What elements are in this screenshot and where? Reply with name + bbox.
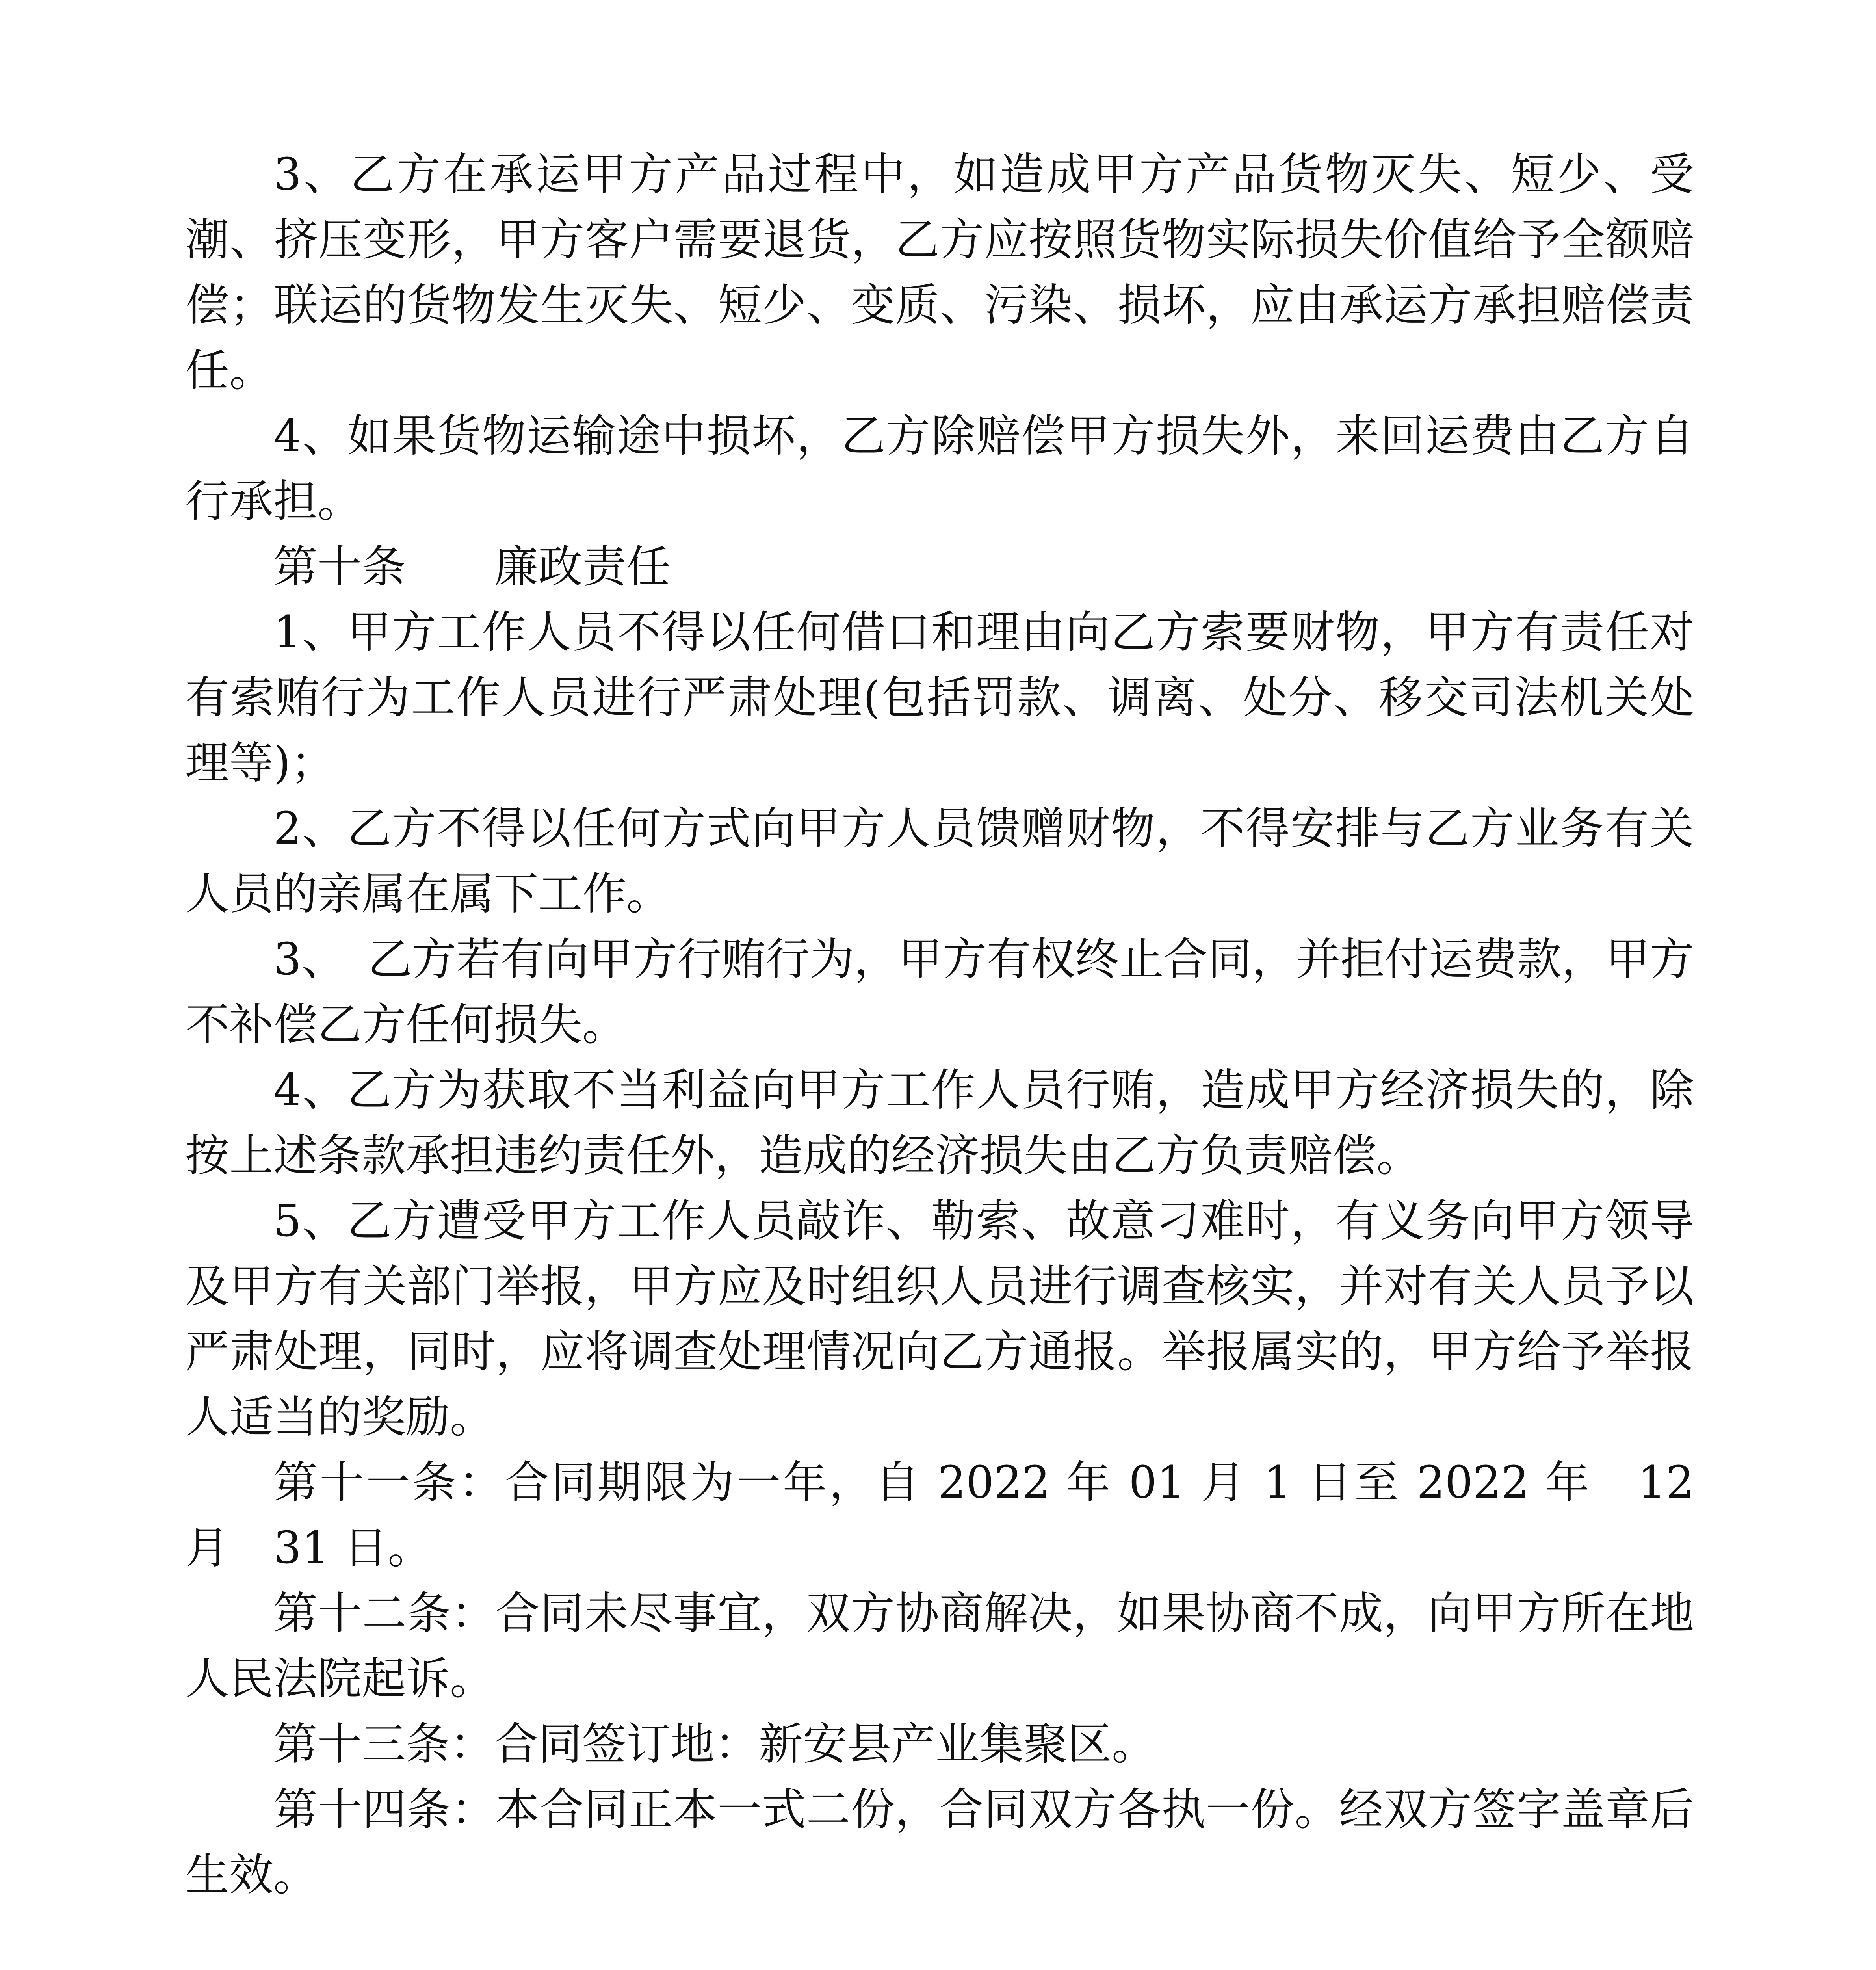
clause-10-item-5: 5、乙方遭受甲方工作人员敲诈、勒索、故意刁难时，有义务向甲方领导及甲方有关部门举报，甲方应及时组织人员进行调查核实，并对有关人员予以严肃处理，同时，应将调查处理情况向乙方通报。举报属实的，甲方给予举报人适当的奖励。 bbox=[185, 1195, 1694, 1443]
spacer bbox=[185, 1908, 1694, 1970]
clause-12-disputes: 第十二条：合同未尽事宜，双方协商解决，如果协商不成，向甲方所在地人民法院起诉。 bbox=[185, 1588, 1694, 1704]
clause-10-item-2: 2、乙方不得以任何方式向甲方人员馈赠财物，不得安排与乙方业务有关人员的亲属在属下工作。 bbox=[185, 803, 1694, 920]
clause-10-heading: 第十条 廉政责任 bbox=[273, 541, 671, 593]
clause-9-item-3: 3、乙方在承运甲方产品过程中，如造成甲方产品货物灭失、短少、受潮、挤压变形，甲方客户需要退货，乙方应按照货物实际损失价值给予全额赔偿；联运的货物发生灭失、短少、变质、污染、损坏，应由承运方承担赔偿责任。 bbox=[185, 149, 1694, 396]
clause-13-signing-place: 第十三条：合同签订地：新安县产业集聚区。 bbox=[273, 1719, 1156, 1770]
clause-10-item-4: 4、乙方为获取不当利益向甲方工作人员行贿，造成甲方经济损失的，除按上述条款承担违约责任外，造成的经济损失由乙方负责赔偿。 bbox=[185, 1065, 1694, 1181]
clause-10-item-1: 1、甲方工作人员不得以任何借口和理由向乙方索要财物，甲方有责任对有索贿行为工作人员进行严肃处理(包括罚款、调离、处分、移交司法机关处理等)； bbox=[185, 607, 1694, 789]
clause-14-copies: 第十四条：本合同正本一式二份，合同双方各执一份。经双方签字盖章后生效。 bbox=[185, 1784, 1694, 1901]
clause-10-item-3: 3、 乙方若有向甲方行贿行为，甲方有权终止合同，并拒付运费款，甲方不补偿乙方任何损失。 bbox=[185, 934, 1694, 1050]
clause-11-contract-term: 第十一条：合同期限为一年，自 2022 年 01 月 1 日至 2022 年 12 月 31 日。 bbox=[185, 1457, 1738, 1574]
document-body bbox=[185, 142, 1738, 1970]
clause-9-item-4: 4、如果货物运输途中损坏，乙方除赔偿甲方损失外，来回运费由乙方自行承担。 bbox=[185, 411, 1694, 527]
